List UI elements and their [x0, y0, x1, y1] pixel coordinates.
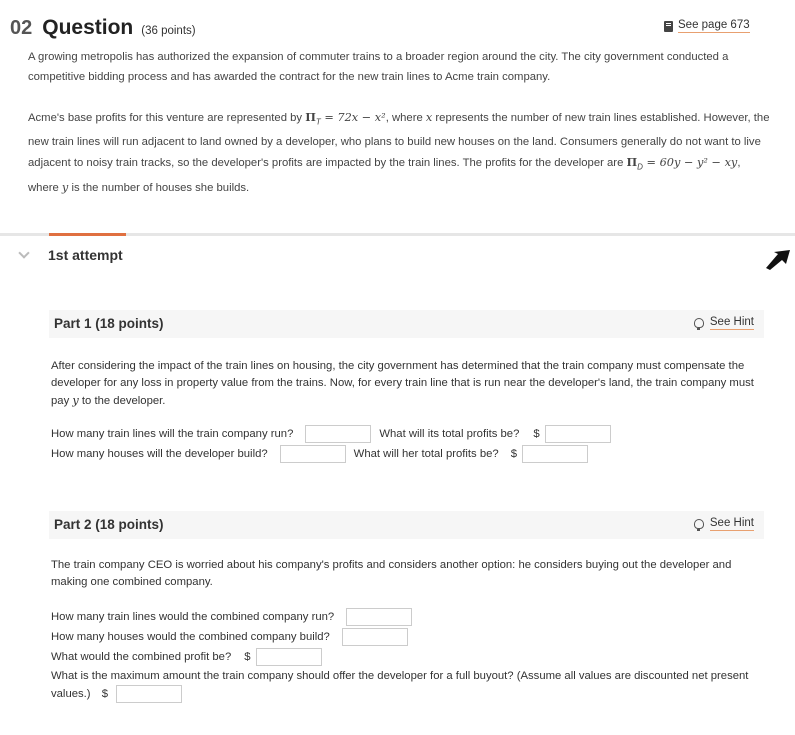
lightbulb-icon [694, 318, 704, 328]
part2-buyout-input[interactable] [116, 685, 182, 703]
see-page-label[interactable]: See page 673 [678, 19, 750, 31]
question-title: Question [42, 16, 134, 39]
part1-title: Part 1 (18 points) [54, 316, 164, 331]
part1-train-lines-input[interactable] [305, 425, 371, 443]
part2-row-2 [51, 628, 408, 646]
part1-see-hint[interactable] [694, 316, 754, 330]
part2-row-3 [51, 648, 322, 666]
part1-developer-profit-input[interactable] [522, 445, 588, 463]
part1-row-1 [51, 425, 611, 443]
part2-houses-input[interactable] [342, 628, 408, 646]
intro-paragraph-2: Acme's base profits for this venture are represented by $\Pi_T = 72x - x^2$, where x represents the number of new train lines established. However, the new train lines will run adjacent to land owned by a developer, who plans to build new houses on the land. Consumers generally do not want to live adjacent to noisy train tracks, so the developer's profits are impacted by the train lines. The profits for the developer are $\Pi_D = 60y - y^2$ − xy, where y is the number of houses she builds. [28, 110, 770, 194]
part2-header [49, 511, 764, 539]
intro-paragraph-1: A growing metropolis has authorized the expansion of commuter trains to a broader region around the city. The city government conducted a competitive bidding process and has awarded the contract for the new train lines to Acme train company. [28, 51, 729, 83]
cursor-icon [764, 248, 792, 270]
attempt-toggle[interactable] [20, 247, 123, 263]
part2-hint-label[interactable]: See Hint [709, 517, 754, 529]
part1-q-total-profits: What will its total profits be? [379, 428, 520, 440]
currency-sign: $ [244, 651, 251, 663]
part1-row-2 [51, 445, 588, 463]
part2-row-4 [51, 668, 751, 703]
part1-hint-label[interactable]: See Hint [709, 316, 754, 328]
part1-houses-input[interactable] [280, 445, 346, 463]
part1-header [49, 310, 764, 338]
part1-q-train-lines: How many train lines will the train company run? [51, 428, 294, 440]
currency-sign: $ [533, 428, 540, 440]
attempt-tab-indicator [49, 233, 126, 236]
part1-company-profit-input[interactable] [545, 425, 611, 443]
currency-sign: $ [510, 448, 517, 460]
part1-text: After considering the impact of the train lines on housing, the city government has determined that the train company must compensate the developer for any loss in property value from the trains. Now, for every train line that is run near the developer's land, the train company must pay y to the developer. [51, 360, 754, 407]
attempt-label: 1st attempt [48, 247, 123, 263]
part2-q-buyout: What is the maximum amount the train company should offer the developer for a full buyout? (Assume all values are discounted net present values.) [51, 670, 749, 700]
question-points: (36 points) [141, 25, 196, 37]
part2-combined-profit-input[interactable] [256, 648, 322, 666]
book-icon [664, 21, 673, 32]
question-header [10, 16, 196, 40]
part2-q-houses: How many houses would the combined company build? [51, 631, 330, 643]
part1-q-her-profits: What will her total profits be? [353, 448, 499, 460]
part1-q-houses: How many houses will the developer build? [51, 448, 268, 460]
part2-title: Part 2 (18 points) [54, 517, 164, 532]
part2-text: The train company CEO is worried about his company's profits and considers another option: he considers buying out the developer and making one combined company. [51, 559, 732, 588]
part2-q-train-lines: How many train lines would the combined company run? [51, 611, 335, 623]
chevron-down-icon[interactable] [18, 247, 29, 258]
part2-q-combined-profit: What would the combined profit be? [51, 651, 232, 663]
part2-see-hint[interactable] [694, 517, 754, 531]
see-page-link[interactable] [664, 19, 750, 33]
part2-row-1 [51, 608, 412, 626]
currency-sign: $ [101, 687, 108, 700]
lightbulb-icon [694, 519, 704, 529]
question-number: 02 [10, 17, 33, 39]
part2-train-lines-input[interactable] [346, 608, 412, 626]
